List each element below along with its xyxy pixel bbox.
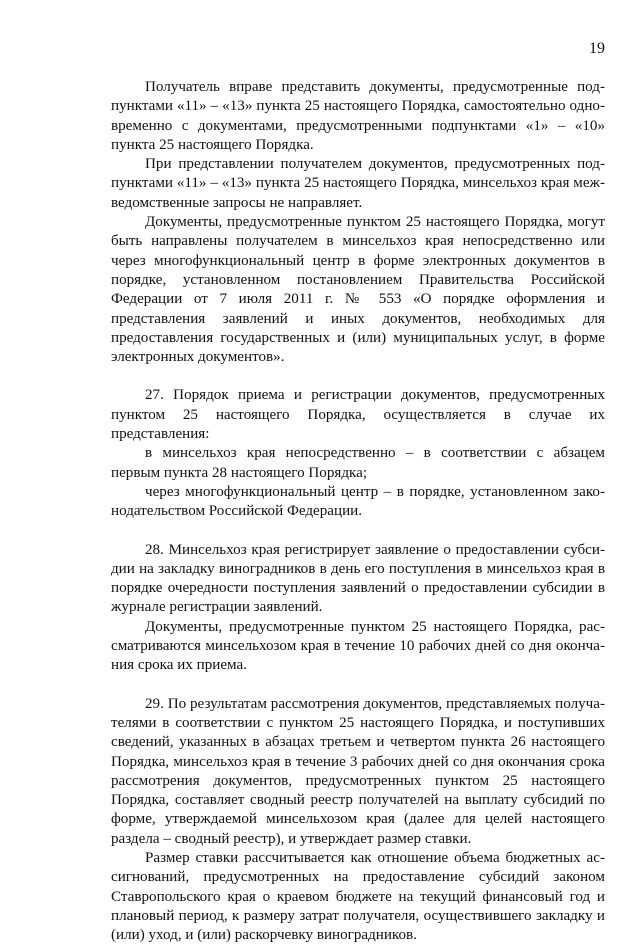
section-gap: [111, 367, 605, 386]
paragraph-28-2: Документы, предусмотренные пунктом 25 настоящего Порядка, рассматриваются минсельхозом края в течение 10 рабочих дней со дня окончания срока их приема.: [111, 618, 605, 674]
paragraph-27-3: через многофункциональный центр – в порядке, установленном законодательством Российской Федерации.: [111, 483, 605, 520]
paragraph-1: Получатель вправе представить документы, предусмотренные подпунктами «11» – «13» пункта 25 настоящего Порядка, самостоятельно одновременно с документами, предусмотренными подпунктами «1» – «10» пункта 25 настоящего Порядка.: [111, 79, 605, 153]
section-gap: [111, 522, 605, 541]
paragraph-29-2: Размер ставки рассчитывается как отношение объема бюджетных ассигнований, предусмотренных на предоставление субсидий законом Ставропольского края о краевом бюджете на текущий финансовый год и плановый период, к размеру затрат получателя, осуществившего закладку и (или) уход, и (или) раскорчевку виноградников.: [111, 849, 605, 944]
paragraph-2: При представлении получателем документов, предусмотренных подпунктами «11» – «13» пункта 25 настоящего Порядка, минсельхоз края межведомственные запросы не направляет.: [111, 156, 605, 211]
paragraph-27-2: в минсельхоз края непосредственно – в соответствии с абзацем первым пункта 28 настоящего Порядка;: [111, 445, 605, 481]
page-number: 19: [589, 40, 605, 57]
paragraph-28-1: 28. Минсельхоз края регистрирует заявление о предоставлении субсидии на закладку виноградников в день его поступления в минсельхоз края в порядке очередности поступления заявлений о предоставлении субсидии в журнале регистрации заявлений.: [111, 541, 605, 616]
paragraph-3: Документы, предусмотренные пунктом 25 настоящего Порядка, могут быть направлены получателем в минсельхоз края непосредственно или через многофункциональный центр в форме электронных документов в порядке, установленном постановлением Правительства Российской Федерации от 7 июля 2011 г. № 553 «О порядке оформления и представления заявлений и иных документов, необходимых для предоставления государственных и (или) муниципальных услуг, в форме электронных документов».: [111, 214, 605, 366]
document-body: [111, 78, 605, 945]
section-gap: [111, 676, 605, 695]
paragraph-27-1: 27. Порядок приема и регистрации документов, предусмотренных пунктом 25 настоящего Порядка, осуществляется в случае их представления:: [111, 387, 605, 443]
paragraph-29-1: 29. По результатам рассмотрения документов, представляемых получателями в соответствии с пунктом 25 настоящего Порядка, и поступивших сведений, указанных в абзацах третьем и четвертом пункта 26 настоящего Порядка, минсельхоз края в течение 3 рабочих дней со дня окончания срока рассмотрения документов, предусмотренных пунктом 25 настоящего Порядка, составляет сводный реестр получателей на выплату субсидий по форме, утверждаемой минсельхозом края (далее для целей настоящего раздела – сводный реестр), и утверждает размер ставки.: [111, 695, 605, 847]
